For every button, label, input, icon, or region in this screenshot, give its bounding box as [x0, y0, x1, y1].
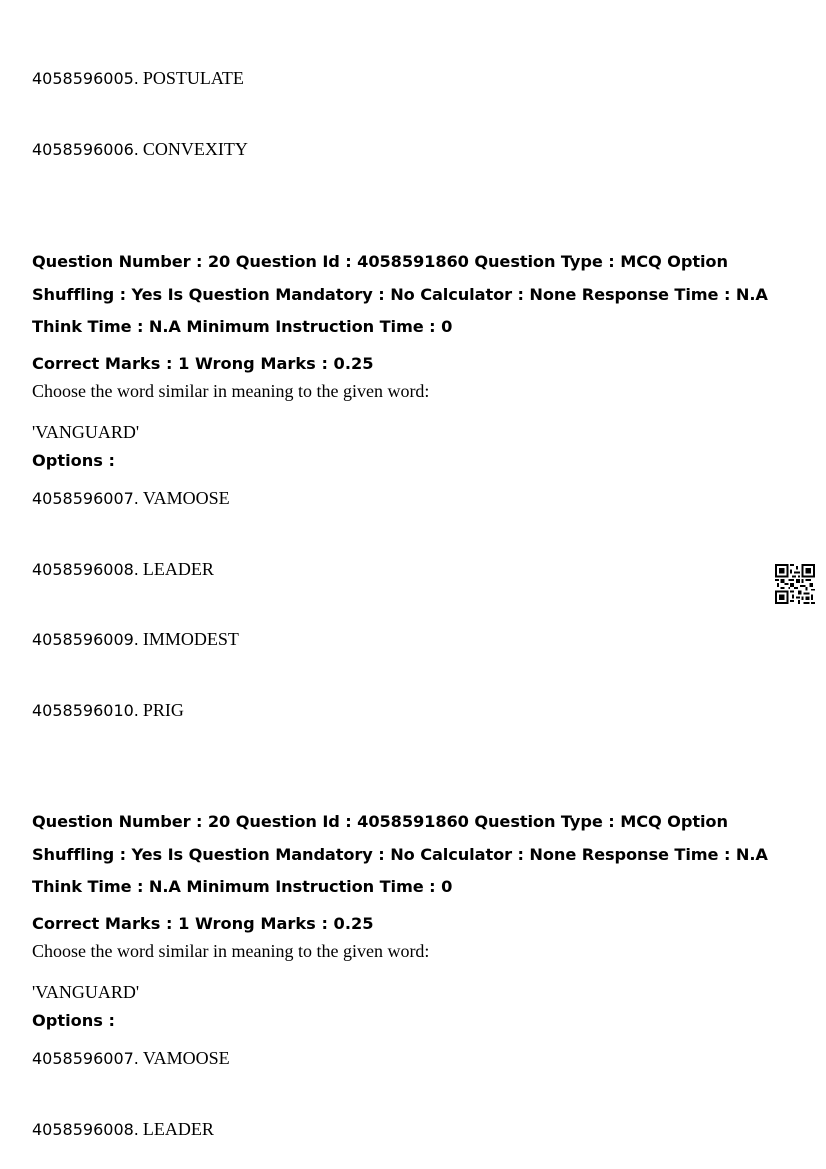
question-word: 'VANGUARD' [32, 422, 140, 442]
option-text: PRIG [142, 700, 184, 720]
option-text: VAMOOSE [142, 1048, 230, 1068]
option-text: LEADER [142, 559, 214, 579]
option-id: 4058596006. [32, 140, 139, 159]
option-id: 4058596007. [32, 489, 139, 508]
option-id: 4058596010. [32, 701, 139, 720]
option-row [32, 1049, 230, 1068]
question-stem: Choose the word similar in meaning to the given word: [32, 381, 430, 401]
option-id: 4058596005. [32, 69, 139, 88]
option-id: 4058596008. [32, 1120, 139, 1139]
option-text: POSTULATE [142, 68, 244, 88]
options-label: Options : [32, 1011, 116, 1030]
question-meta: Question Number : 20 Question Id : 4058591860 Question Type : MCQ Option Shuffling : Yes Is Question Mandatory : No Calculator : None Response Time : N.A Think Time : N.A Minimum Instruction Time : 0 [32, 252, 768, 336]
qr-code-icon [775, 564, 815, 604]
option-row [32, 140, 248, 159]
marks-line: Correct Marks : 1 Wrong Marks : 0.25 [32, 914, 374, 933]
option-row [32, 630, 239, 649]
option-id: 4058596007. [32, 1049, 139, 1068]
option-text: VAMOOSE [142, 488, 230, 508]
option-row [32, 560, 214, 579]
question-meta: Question Number : 20 Question Id : 4058591860 Question Type : MCQ Option Shuffling : Yes Is Question Mandatory : No Calculator : None Response Time : N.A Think Time : N.A Minimum Instruction Time : 0 [32, 812, 768, 896]
option-id: 4058596008. [32, 560, 139, 579]
question-word: 'VANGUARD' [32, 982, 140, 1002]
option-text: LEADER [142, 1119, 214, 1139]
option-row [32, 69, 244, 88]
option-text: IMMODEST [142, 629, 239, 649]
option-text: CONVEXITY [142, 139, 248, 159]
options-label: Options : [32, 451, 116, 470]
option-row [32, 1120, 214, 1139]
option-row [32, 701, 184, 720]
question-stem: Choose the word similar in meaning to the given word: [32, 941, 430, 961]
marks-line: Correct Marks : 1 Wrong Marks : 0.25 [32, 354, 374, 373]
option-id: 4058596009. [32, 630, 139, 649]
option-row [32, 489, 230, 508]
